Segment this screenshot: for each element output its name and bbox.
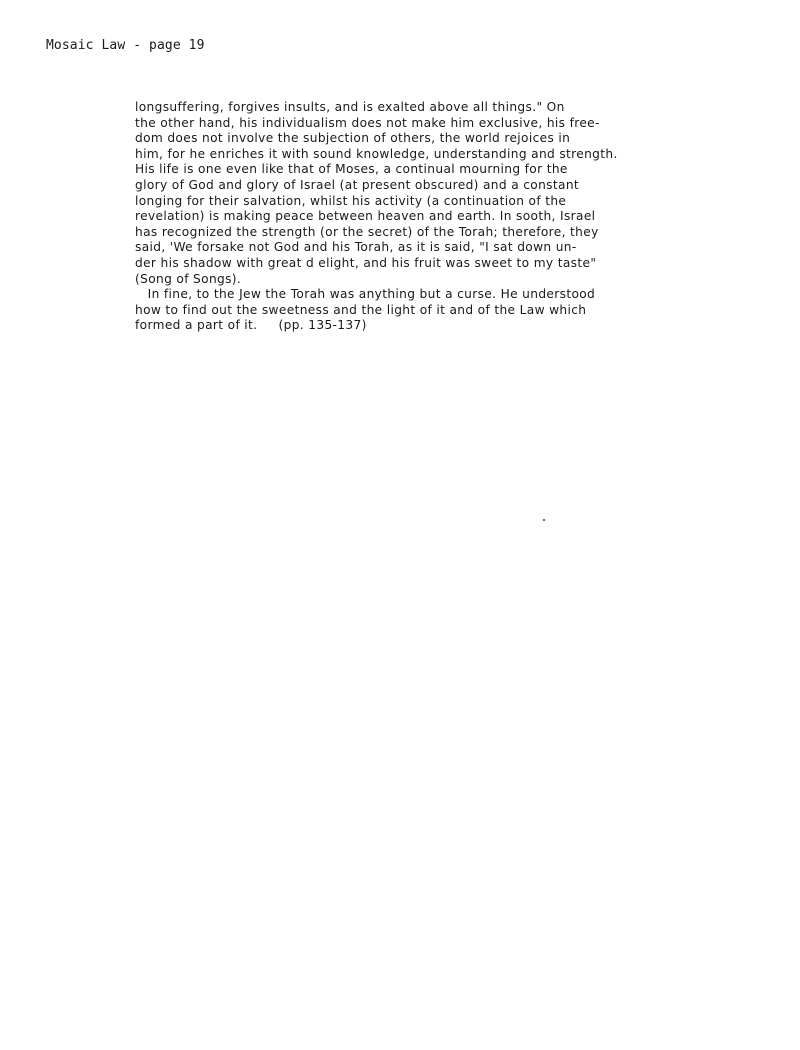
text-line: revelation) is making peace between heaven and earth. In sooth, Israel xyxy=(135,209,596,224)
text-line: glory of God and glory of Israel (at present obscured) and a constant xyxy=(135,177,580,192)
text-line: how to find out the sweetness and the light of it and of the Law which xyxy=(135,302,587,317)
text-line: the other hand, his individualism does not make him exclusive, his free- xyxy=(135,115,600,130)
text-line: has recognized the strength (or the secret) of the Torah; therefore, they xyxy=(135,224,599,239)
text-line: longsuffering, forgives insults, and is exalted above all things." On xyxy=(135,100,565,114)
text-line: formed a part of it. (pp. 135-137) xyxy=(135,318,367,333)
text-line: In fine, to the Jew the Torah was anything but a curse. He understood xyxy=(135,287,596,302)
body-text xyxy=(135,100,618,334)
text-line: der his shadow with great d elight, and his fruit was sweet to my taste" xyxy=(135,255,597,270)
running-header: Mosaic Law - page 19 xyxy=(46,38,205,53)
text-line: His life is one even like that of Moses, a continual mourning for the xyxy=(135,162,568,177)
text-line: him, for he enriches it with sound knowledge, understanding and strength. xyxy=(135,146,618,161)
text-line: said, 'We forsake not God and his Torah, as it is said, "I sat down un- xyxy=(135,240,577,255)
text-line: dom does not involve the subjection of others, the world rejoices in xyxy=(135,131,571,146)
scan-speck xyxy=(543,519,545,521)
text-line: (Song of Songs). xyxy=(135,271,242,286)
text-line: longing for their salvation, whilst his activity (a continuation of the xyxy=(135,193,567,208)
